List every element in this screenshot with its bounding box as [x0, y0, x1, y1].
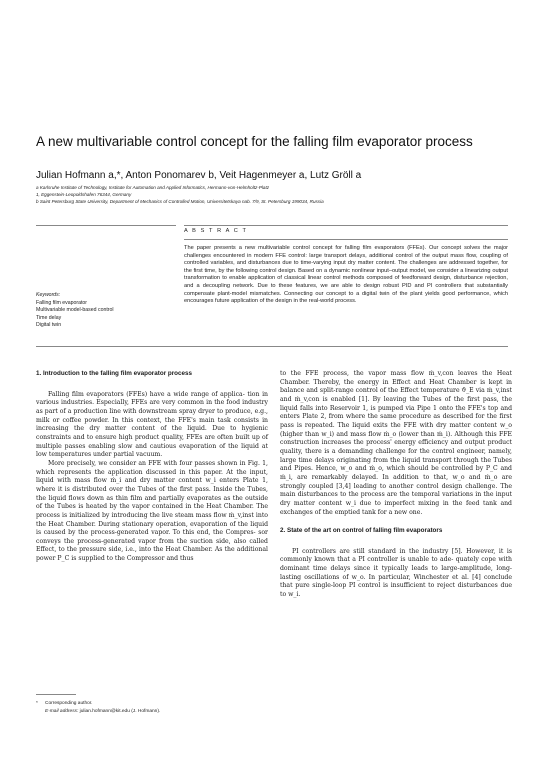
- abstract-heading: A B S T R A C T: [184, 228, 248, 234]
- divider-keywords-top: [36, 225, 176, 226]
- paper-title: A new multivariable control concept for the falling film evaporator process: [36, 134, 473, 149]
- email-address[interactable]: julian.hofmann@kit.edu (J. Hofmann).: [79, 708, 161, 714]
- abstract-text: The paper presents a new multivariable control concept for falling film evaporators (FFEs). Our concept solves the major challenges encountered in modern FFE control: large transport delays, additional control of the output mass flow, coupling of controlled variables, and disturbances due to time-varying input dry matter content. The challenges are addressed together, for the first time, by the following control design. Based on a dynamic nonlinear input–output model, we consider a linearizing output transformation to enable application of classical linear control methods composed of feedforward design, disturbance rejection, and a decoupling network. Due to these features, we are able to design robust PID and PI controllers that substantially compensate plant-model mismatches. Connecting our concept to a digital twin of the plant yields good performance, which encourages future application of the design in the real-world process.: [184, 245, 508, 305]
- email-note: [36, 708, 266, 716]
- divider-body-top: [36, 346, 508, 347]
- keyword-item: Digital twin: [36, 322, 62, 329]
- affiliation-b: b Saint Petersburg State University, Department of Mechanics of Controlled Motion, Universitetskaya nab. 7/9, St. Petersburg 199034, Russia: [36, 199, 324, 204]
- divider-abstract-heading: [184, 239, 508, 240]
- section-2-paragraph-1: PI controllers are still standard in the industry [5]. However, it is commonly known that a PI controller is unable to ade- quately cope with dominant time delays since it typically leads to large-amplitude, long-lasting oscillations of w_o. In particular, Winchester et al. [4] conclude that pure single-loop PI control is insufficient to reject disturbances due to w_i.: [280, 547, 512, 599]
- section-2-heading: 2. State of the art on control of falling film evaporators: [280, 527, 443, 535]
- body-column-left: [36, 370, 268, 564]
- section-1-heading: 1. Introduction to the falling film evaporator process: [36, 370, 193, 377]
- affiliation-a-cont: 1, Eggenstein-Leopoldshafen 76344, Germany: [36, 192, 132, 197]
- keyword-item: Falling film evaporator: [36, 299, 88, 306]
- footnote: [36, 700, 266, 715]
- affiliation-a: a Karlsruhe Institute of Technology, Institute for Automation and Applied Informatics, Hermann-von-Helmholtz-Platz: [36, 185, 270, 190]
- keyword-item: Multivariable model-based control: [36, 307, 114, 314]
- section-1-paragraph-1: Falling film evaporators (FFEs) have a wide range of applica- tion in various industries. Especially, FFEs are very common in the food industry as part of a production line with downstream spray dryer to produce, e.g., milk or coffee powder. In this context, the FFE's main task consists in increasing the dry matter content of the liquid. Due to hygienic constraints and to ensure high product quality, FFEs are often built up of multiple passes enabling slow and cautious evaporation of the liquid at low temperatures under partial vacuum.: [36, 390, 268, 459]
- email-label: E-mail address:: [45, 708, 79, 714]
- keywords-block: [36, 292, 176, 330]
- divider-abstract-top: [184, 225, 508, 226]
- section-1-paragraph-3: to the FFE process, the vapor mass flow ṁ_v,con leaves the Heat Chamber. Thereby, the energy in Effect and Heat Chamber is kept in balance and split-range control of the Effect temperature ϑ_E via ṁ_v,inst and ṁ_v,con is enabled [1]. By leaving the Tubes of the first pass, the liquid falls into Reservoir 1, is pumped via Pipe 1 onto the FFE's top and enters Plate 2, from where the same procedure as described for the first pass is repeated. The liquid exits the FFE with dry matter content w_o (higher than w_i) and mass flow ṁ_o (lower than ṁ_i). Although this FFE construction increases the process' energy efficiency and output product quality, there is a demanding challenge for the control engineer, namely, large time delays originating from the liquid transport through the Tubes and Pipes. Hence, w_o and ṁ_o, which should be controlled by P_C and ṁ_i, are remarkably delayed. In addition to that, w_o and ṁ_o are strongly coupled [3,4] leading to another control design challenge. The main disturbances to the process are the temporal variations in the input dry matter content w_i due to imperfect mixing in the feed tank and exchanges of the emptied tank for a new one.: [280, 370, 512, 516]
- footnote-mark: *: [36, 701, 38, 706]
- section-1-paragraph-2: More precisely, we consider an FFE with four passes shown in Fig. 1, which represents the application discussed in this paper. At the input, liquid with mass flow ṁ_i and dry matter content w_i enters Plate 1, where it is distributed over the Tubes of the first pass. Inside the Tubes, the liquid flows down as thin film and partially evaporates as the outside of the Tubes is heated by the vapor contained in the Heat Chamber. The process is initialized by introducing the live steam mass flow ṁ_v,inst into the Heat Chamber. During stationary operation, evaporation of the liquid is caused by the process-generated vapor. To this end, the Compres- sor conveys the process-generated vapor from the suction side, also called Effect, to the pressure side, i.e., into the Heat Chamber. As the additional power P_C is supplied to the Compressor and thus: [36, 459, 268, 563]
- keywords-label: Keywords:: [36, 292, 61, 298]
- affiliations: [36, 184, 516, 205]
- body-column-right: [280, 370, 512, 600]
- corresponding-author-note: * Corresponding author.: [36, 701, 93, 706]
- author-list: Julian Hofmann a,*, Anton Ponomarev b, Veit Hagenmeyer a, Lutz Gröll a: [36, 170, 362, 181]
- footnote-divider: [36, 694, 76, 695]
- keyword-item: Time delay: [36, 314, 62, 321]
